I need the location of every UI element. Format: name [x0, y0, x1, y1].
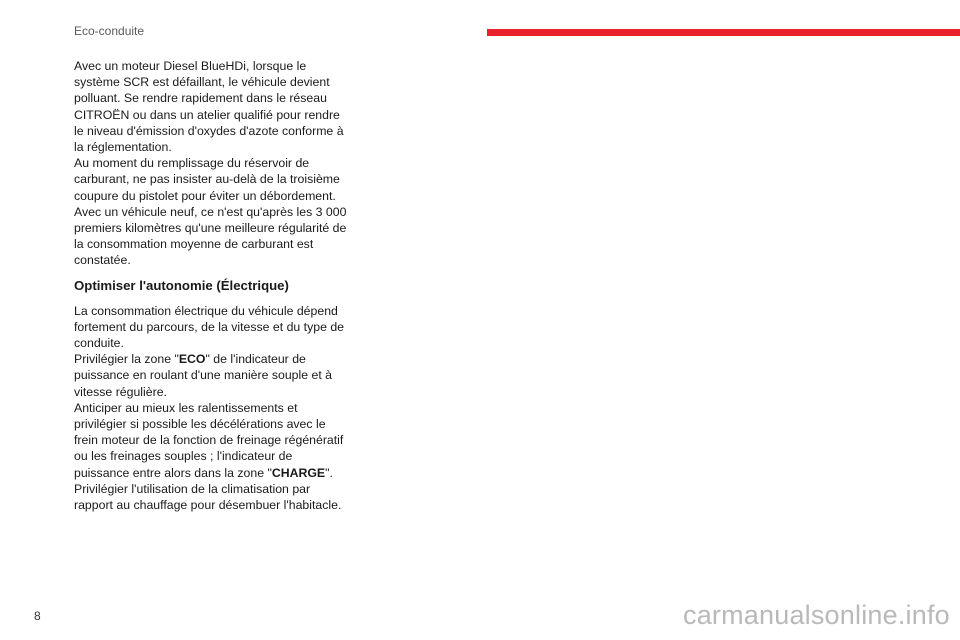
- page-number: 8: [34, 609, 41, 623]
- paragraph-bluehdi: Avec un moteur Diesel BlueHDi, lorsque le système SCR est défaillant, le véhicule devient polluant. Se rendre rapidement dans le réseau CITROËN ou dans un atelier qualifié pour rendre le niveau d'émission d'oxydes d'azote conforme à la réglementation.: [74, 59, 344, 155]
- paragraph-charge-zone: [74, 400, 349, 481]
- section-heading: Optimiser l'autonomie (Électrique): [74, 277, 289, 293]
- paragraph-consumption: La consommation électrique du véhicule dépend fortement du parcours, de la vitesse et du type de conduite.: [74, 303, 345, 351]
- paragraph-climate: Privilégier l'utilisation de la climatisation par rapport au chauffage pour désembuer l'habitacle.: [74, 481, 342, 513]
- paragraph-refuel: Au moment du remplissage du réservoir de carburant, ne pas insister au-delà de la troisième coupure du pistolet pour éviter un débordement.: [74, 156, 340, 203]
- paragraph-new-vehicle: Avec un véhicule neuf, ce n'est qu'après les 3 000 premiers kilomètres qu'une meilleure régularité de la consommation moyenne de carburant est constatée.: [74, 204, 347, 268]
- paragraph-eco-zone: [74, 351, 349, 400]
- charge-text-post: ".: [325, 465, 333, 480]
- charge-label: CHARGE: [271, 465, 326, 480]
- eco-label: ECO: [178, 352, 206, 367]
- charge-text-pre: Anticiper au mieux les ralentissements et privilégier si possible les décélérations avec le frein moteur de la fonction de freinage régénératif ou les freinages souples ; l'indicateur de puissance entre alors dans la zone ": [74, 400, 344, 480]
- text-column: [74, 58, 349, 513]
- eco-text-post: " de l'indicateur de puissance en roulant d'une manière souple et à vitesse régulière.: [74, 352, 333, 399]
- header-title: Eco-conduite: [74, 24, 145, 38]
- section-accent-bar: [487, 29, 960, 36]
- watermark: carmanualsonline.info: [683, 600, 950, 630]
- eco-text-pre: Privilégier la zone ": [74, 352, 179, 367]
